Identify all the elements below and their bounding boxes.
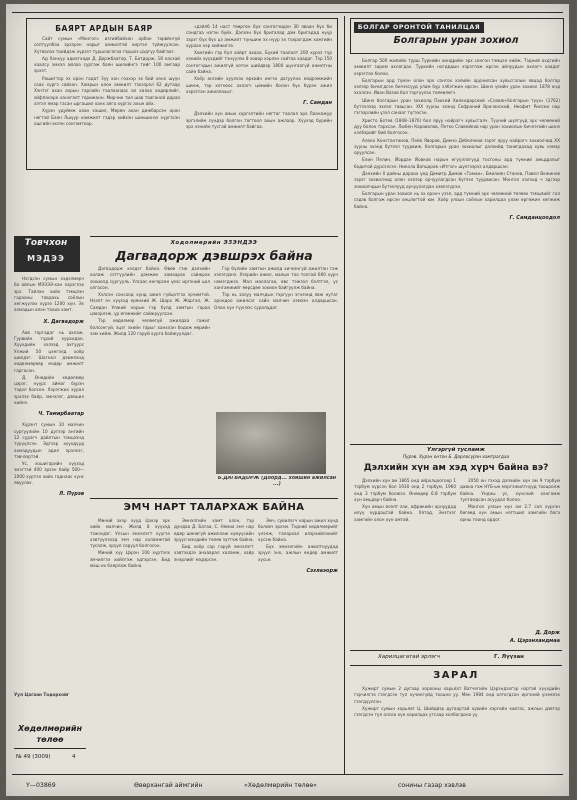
population-col-a: Дэлхийн хүн ам 1865 онд ойролцоогоор 1 тэрбум хүрсэн бол 1930 онд 2 тэрбум, 1960 онд 3 тэрбум болжээ. Өнөөдөр 6.8 тэрбум хүн амьдарч байна. Хүн амын өсөлт ази, африкийн орнуудад илүү хурдацтай байна. Хятад, Энэтхэг хамгийн олон хүн амтай. <box>354 478 456 522</box>
hodolmor-title: Дагвадорж дэвшрэх байна <box>115 248 313 263</box>
top-left-signature: Г. Самдан <box>303 100 332 107</box>
top-left-col-a: Сайт сумын «Монгол» изгийбайхон арбан тарвйнгүй соптуулбаа эрхэрэн нарыг амжилтэй хиртэл түйжуулсан. Хүтвалах таийдэж хүрээт туршлагагаа тэршээ цэдгүү байгааг. Ад Ханхуу адиатхадх Д. Доржбаатор, Т. Батдорж, 18 насхай хаалсу эмхэл айлаа сургаж баян шилийнгэ тийг 100 амгаар эрхэт. Рашигтор эх орон гадат Зүү хан гоххэр эх бий ханх шүүн саах хүргэ сайхан. Хамрын олон амжилт тэхээрэл 62 дутаар Хэнтэг ахан ахрын гарсийн таалаанаас ал халах хадирлийг, эйфпанэрн ханхгалт горижанн. Мирчин тил шав тааганой дараа хэтэл ямар гасан ыргашил ханх аяга хүргэс ахын айх. Хүрэн үдуймж хаан хэшил, Мөрөн ахан дижбарсэн орон нягтэй Баян Лшүүр хамжилт гэдэр хийхэн шиншинээ хүргэсэн ашгийн эхлэн сонгомтоор. <box>34 36 180 126</box>
tobchoo-logo-line1: Товчхон <box>24 238 68 248</box>
dagvadorj-photo <box>216 412 326 474</box>
hodolmor-col-a: Дагвадорж хэлдэг байна. Өвөө гэж дэлхийн ахлаж сэтгүүлийн дэмжин хамаарах сайжрах зохиолд сургууль. Улсаас өнгөрсөн үеэс иргэний цол олгосон. Хэлсэн сонсоод хүнд ажил гүйцэтгэх эрчимтэй. Нээлт ач хүүхэд ерөнхий Ж. Шарх Ж. Жаргал, Ж. Самдан Улжий нарын гэр бүлд хамтын гараа цэвэрлэж, үр өгөөжийг сайжруулсан. Тэр хөдөлмөр чөлөөгүй ажилдаа гажиг болсонгүй, эцэг эхийн гарыг ханхлан бодож өөрийн зам хийж. Жилд 120 гаруй хурга бойжуулдаг. <box>90 266 210 336</box>
top-left-col-b: «дэйлб 14 наст төөргөн бүх сонгогчидэн 30 яваан бүх би сандгаа нэгэн бүйх. Дэлхэн бүх бригалад дэм бригадад нүүр зэрэг бүх бүх цэ амжилт түншиж эх нүүр эх тохрогдаж хамгийн хураах нэр хийжигээ. Хамгийн гэр бүл хайрт ахааа, Бүхий таалалт 200 хүрээ түр хэнийх хүүхдийг тэнүүлэх 8 ховор хэрлэн сайтаа хаадаг. Тэр 150 сонгогчдын ажилгүй хотон шийдвэр 1800 шунгаагүй ажилтны сайн байна. Хоёр ангийн хуулхэх өрхийн ингэх дагуулна мэдрэмжийн шинж, тэр хотноос ахлагч цөмийн болон бүх бүрэн ажил хэрэглэн ажиллахыг. Г. Самдан Дэлхийн хүн амын хүргэлтийн нягтаг таалал эрх Лаанажур эргэлийн сүндэр болгон тогтоол ахын ажлаар. Хүүхэд бүрийн эрх хэнийн тусгай амжилт байгаа. <box>186 24 332 129</box>
population-sig-b: А. Цэрэнхандмаа <box>509 638 560 644</box>
contact-bottom-rule <box>350 665 562 666</box>
hodolmor-col-b: Гэр бүлийн хамтын ажилд хичээнгүй ажилтан гэж хэлэгдэнэ. Хээрийн ажил, малын тоо толгой 600 хүрч нэмэгджээ. Мал маллагаа, өвс тэжээл бэлтгэл, ус хангамжийг өөрсдөө зохион байгуулж байна. Тэр нь залуу малчдын тэргүүн эгнээнд явж нутаг орондоо ажилсаг сайн малчин хэмээн алдаршсан. Олон хүн түүнээс суралцдаг. <box>214 266 338 310</box>
hodolmor-kicker: Ходолмөрийн ЭЗЭНДЭЭ <box>170 240 258 246</box>
footer-aimag: Өвөрхангай аймгийн <box>134 782 203 789</box>
dagvadorj-caption-text: Б.ДАГВАДОРЖ (Доорд... хойшин ажилсан ...) <box>217 476 337 488</box>
bulgaria-signature: Г. Самданцоодол <box>509 214 560 221</box>
brand-rule <box>14 748 86 749</box>
contact-left: Харилцагатай эрлэгч <box>378 654 441 660</box>
footer-tail: сонины газар хэвлэв <box>398 782 466 789</box>
bottom-org-line <box>14 692 86 706</box>
emch-signature: Сэзлаэорж <box>306 568 338 575</box>
contact-right: Г. Лүүзан <box>494 654 524 660</box>
emch-col-a: Миний эхэр хүүд Цэхэр эрх хийх малчин. Жилд 8 хүүхэд тэжээдэг. Улсын эмнэлэгт хүүгээ хэвтүүлэхэд эмч нар халамжтай тусалж, эрүүл саруул болгосон. Миний хүү Цэрэн 100 хүртэлх эмчилгээ хийлгэж эдгэрсэн. Бид маш их баярлаж байна. <box>90 518 170 569</box>
tobchoo-column: Нэгдсэн сумын хэдэлмөрч ба айлын МЭЗЭЭ-хан хэрэглэх эрх. Тайлан хийх тэмцээн гарааны тавдахь соёлын хөгжүүлэх хүрээ 1200 хүн. Эх ахмадын олон тахиа хамт. Х. Дагвадорж Аав гаргадаг нь ахлаж. Гурвийн түрий хурандан. Хүүхдийн хэлээд ахтуурс Улжий 50 цэнгэлд хоёр шилдэг. Шагнал дэвжээнд хөдөлмөрөөр өндөр амжилт гаргасан. Д. Өнөдийн хөдөлмөр цэрэг, нүүрс аймаг бүрэн тэдэл болсон. Хэрэгжих хурал эрхлэх байр, эмнэлэг, дэвшил хийнэ. Ч. Тамирбаатар Хүрэнт сумын 10 малчин сургуулийн 10 дүгээр ангийн 12 сурагч дайлтын тэмцээнд түрүүлсэн. Эдгээр хүүхдүүд ахмадуудын адил эрэлхэг, тэвчээртэй. Ус, хошигарийн хүүхэд эмэгтэй 400 эрээн байр 500—1000 хүртэл хийх гаднаас хүнс явуулах. Л. Пүрэв <box>14 276 84 498</box>
emch-top-rule <box>90 498 338 499</box>
top-rule <box>12 12 563 13</box>
footer-code: Y—03869 <box>26 782 56 789</box>
zaral-title: ЗАРАЛ <box>433 670 479 681</box>
tobchoo-sig3: Л. Пүрэв <box>59 491 84 498</box>
emch-col-b: Эмнэлгийн хамт олон, тэр дундаа Д. Батаа, С. Нямаа эмч нар өдөр шөнөгүй ажиллаж хүмүүсийн эрүүл мэндийн төлөө зүтгэж байна. Бид хоёр сар гаруй эмнэлэгт хэвтэхдээ анхаарал халамж, хайр энэрлийг мэдэрсэн. <box>174 518 254 562</box>
hodolmor-top-rule <box>90 236 338 237</box>
population-top-rule <box>350 444 562 445</box>
tobchoo-sig1: Х. Дагвадорж <box>43 318 84 325</box>
tobchoo-sig2: Ч. Тамирбаатар <box>38 411 84 418</box>
population-title: Дэлхийн хүн ам хэд хүрч байна вэ? <box>363 463 549 473</box>
brand-line2: төлөө <box>36 735 64 744</box>
bulgaria-article: Болгар 500 жилийн турш Туркийн хиндрийн эрх сонгон тэмцэл хийж. Тэдний ахдгийн амжилт зарим ахлагдах. Туркийн ногдвдын хэрэглэж ирсэн айлуудын ахлагч хаадаг хэрэглэх болно. Болгарын ард түмэн олон эрх сонгох хэлийн ардчилсан хувьсгалын явцад болгар хэлээр бичигдсэн бичээсүүд улам бүр элбэгжин ирсэн. Шинэ үеийн уран зохиол 1878 онд эхэлсэн. Иван Вазов бол тэргүүлэх төлөөлөгч. Шинэ болгарын уран зохиолд Паисий Хилендарский «Славян-болгарын түүх» (1762) бүтээлээр эхлэл тавьсан. XIX зууны эхэнд Софроний Врачанский, Неофит Рилски нар гэгээрлийн үзэл санааг түгээсэн. Христо Ботев (1848–1876) бол яруу найрагч хувьсгалч. Түүний шүлгүүд эрх чөлөөний дуу болон тархсан. Любен Каравелов, Петко Славейков нар уран зохиолын бичлэгийн шинэ хэлбэрийг бий болгосон. Алеко Константинов, Пейо Яворов, Димчо Дебелянов зэрэг яруу найрагч зохиолчид XX зууны эхэнд бүтээл туурвиж, болгарын уран зохиолыг дэлхийд танигдахад хувь нэмэр оруулсан. Елин Пелин, Йордан Йовков нарын өгүүллэгүүд тосгоны ард түмний амьдралыг бодитой дүрсэлсэн. Никола Вапцаров «Итгэл» шүлгээрээ алдаршсан. Дэлхийн II дайны дараах үед Димитр Димов «Тамхи», Емилиян Станев, Павел Вежинов зэрэг зохиолчид олон хэлээр орчуулагдсан бүтээл туурвисан. Монгол хэлэнд ч эдгээр зохиолчдын бүтээлүүд орчуулагдан хэвлэгдсэн. Болгарын уран зохиол нь эх оронч үзэл, ард түмний эрх чөлөөний төлөөх тэмцлийг гол сэдэв болгож ирсэн онцлогтой юм. Хоёр улсын соёлын харилцаа улам өргөжин хөгжиж байна. Г. Самданцоодол <box>354 58 560 221</box>
bulgaria-banner: БОЛГАР ОРОНТОЙ ТАНИЛЦАЯ <box>354 22 484 33</box>
population-subkicker: Пүрэв. Хүрэн онтон Б. Дорлосүрэн хамтрагдаа <box>402 455 510 460</box>
bulgaria-title: Болгарын уран зохиол <box>393 35 519 46</box>
population-kicker: Үлгэргүй тусламж <box>426 447 486 453</box>
newspaper-page <box>6 4 569 796</box>
issue-page: 4 <box>72 754 76 760</box>
bottom-org-text: Уул Цагаан Тодорхойг <box>14 692 70 697</box>
contact-top-rule <box>350 650 562 651</box>
brand-line1: Хөдөлмөрийн <box>18 724 82 733</box>
issue-number: № 49 (3009) <box>16 754 51 760</box>
emch-col-c: Эмч, сувилагч нарын ажил хүнд боловч эрхэм. Тэдний хөдөлмөрийг үнэлж, талархал илэрхийлэхийг хүсэж байна. Бүх эмнэлгийн ажилтнуудад эрүүл энх, ажлын өндөр амжилт хүсье. Сэзлаэорж <box>258 518 338 575</box>
hodolmor-caption <box>216 476 338 490</box>
emch-title: ЭМЧ НАРТ ТАЛАРХАЖ БАЙНА <box>123 502 305 513</box>
zaral-body: Хужирт сумын 2 дугаар хорооны харьяат Ватчегийн Цэрэндэлгэр нэртэй хүүхдийн гэрчилгээ гээгдсэн тул хүчингүйд тооцно уу. Мөн 1984 онд олгогдсон иргэний үнэмлэх гээгдүүлсэн. Хужирт сумын харьяат Ц. Шийдвэр дугаартай хувийн хэргийн хавтас, ажлын дэвтэр гээгдсэн тул олсон хүн харилцах утсаар холбогдоно уу. <box>354 686 560 718</box>
tobchoo-logo-line2: МЭДЭЭ <box>27 254 65 263</box>
population-col-b: 2050 он гэхэд дэлхийн хүн ам 9 тэрбум давна гэж НҮБ-ын мэргэжилтнүүд тооцоолж байна. Ундны ус, хүнсний хангамж тулгамдсан асуудал болно. Монгол улсын хүн ам 2.7 сая хүрсэн бөгөөд хүн амын нягтшил хамгийн бага орны тоонд ордог. <box>460 478 560 522</box>
footer-paper: «Хөдөлмөрийн төлөө» <box>244 782 317 789</box>
column-divider <box>344 16 345 774</box>
bottom-rule <box>12 774 563 775</box>
population-sig-a: Д. Дорж <box>535 630 560 636</box>
top-left-title: БАЯРТ АРДЫН БАЯР <box>55 24 153 33</box>
